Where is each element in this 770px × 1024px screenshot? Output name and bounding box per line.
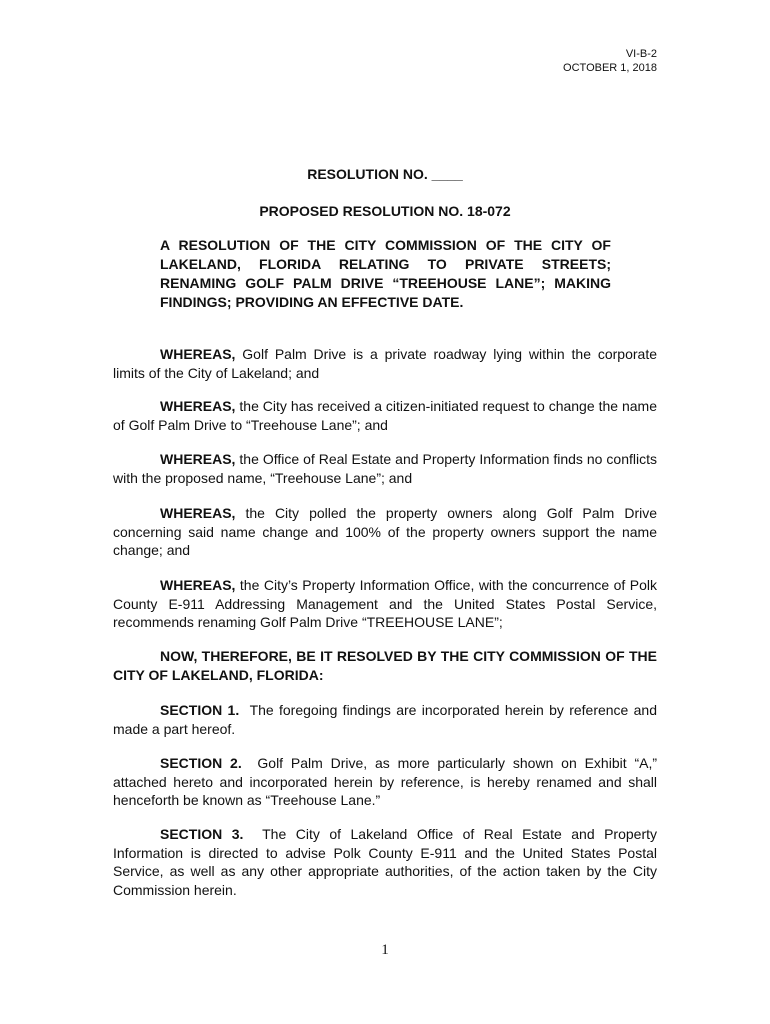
whereas-paragraph-4 xyxy=(113,504,657,560)
whereas-lead: WHEREAS, xyxy=(160,398,236,414)
section-text: The foregoing findings are incorporated herein by reference and made a part hereof. xyxy=(113,702,661,737)
section-lead: SECTION 3. xyxy=(160,826,244,842)
whereas-text: Golf Palm Drive is a private roadway lying within the corporate limits of the City of Lakeland; and xyxy=(113,346,657,381)
document-header xyxy=(563,47,657,75)
resolution-caption: A RESOLUTION OF THE CITY COMMISSION OF THE CITY OF LAKELAND, FLORIDA RELATING TO PRIVATE STREETS; RENAMING GOLF PALM DRIVE “TREEHOUSE LANE”; MAKING FINDINGS; PROVIDING AN EFFECTIVE DATE. xyxy=(160,237,611,310)
whereas-text: the City has received a citizen-initiated request to change the name of Golf Palm Drive to “Treehouse Lane”; and xyxy=(113,398,657,433)
section-text: Golf Palm Drive, as more particularly shown on Exhibit “A,” attached hereto and incorporated herein by reference, is hereby renamed and shall henceforth be known as “Treehouse Lane.” xyxy=(113,755,661,808)
agenda-code: VI-B-2 xyxy=(625,48,657,60)
whereas-lead: WHEREAS, xyxy=(160,346,236,362)
whereas-paragraph-1 xyxy=(113,345,657,382)
section-1 xyxy=(113,701,661,738)
whereas-lead: WHEREAS, xyxy=(160,505,236,521)
header-date: OCTOBER 1, 2018 xyxy=(563,62,657,74)
section-lead: SECTION 1. xyxy=(160,702,240,718)
whereas-text: the City’s Property Information Office, with the concurrence of Polk County E-911 Addressing Management and the United States Postal Service, recommends renaming Golf Palm Drive “TREEHOUSE LANE”; xyxy=(113,577,657,630)
section-3 xyxy=(113,825,661,899)
page-number: 1 xyxy=(381,942,389,958)
section-text: The City of Lakeland Office of Real Estate and Property Information is directed to advise Polk County E-911 and the United States Postal Service, as well as any other appropriate authorities, of the action taken by the City Commission herein. xyxy=(113,826,661,898)
whereas-lead: WHEREAS, xyxy=(160,451,236,467)
section-lead: SECTION 2. xyxy=(160,755,242,771)
whereas-text: the Office of Real Estate and Property Information finds no conflicts with the proposed name, “Treehouse Lane”; and xyxy=(113,451,657,486)
whereas-text: the City polled the property owners along Golf Palm Drive concerning said name change and 100% of the property owners support the name change; and xyxy=(113,505,657,558)
whereas-paragraph-2 xyxy=(113,397,657,434)
proposed-resolution-number: PROPOSED RESOLUTION NO. 18-072 xyxy=(259,203,511,219)
now-therefore-text: NOW, THEREFORE, BE IT RESOLVED BY THE CITY COMMISSION OF THE CITY OF LAKELAND, FLORIDA: xyxy=(113,648,657,683)
resolution-number: RESOLUTION NO. ____ xyxy=(307,166,463,182)
whereas-lead: WHEREAS, xyxy=(160,577,236,593)
now-therefore-clause xyxy=(113,647,657,684)
section-2 xyxy=(113,754,661,810)
whereas-paragraph-3 xyxy=(113,450,657,487)
whereas-paragraph-5 xyxy=(113,576,657,632)
